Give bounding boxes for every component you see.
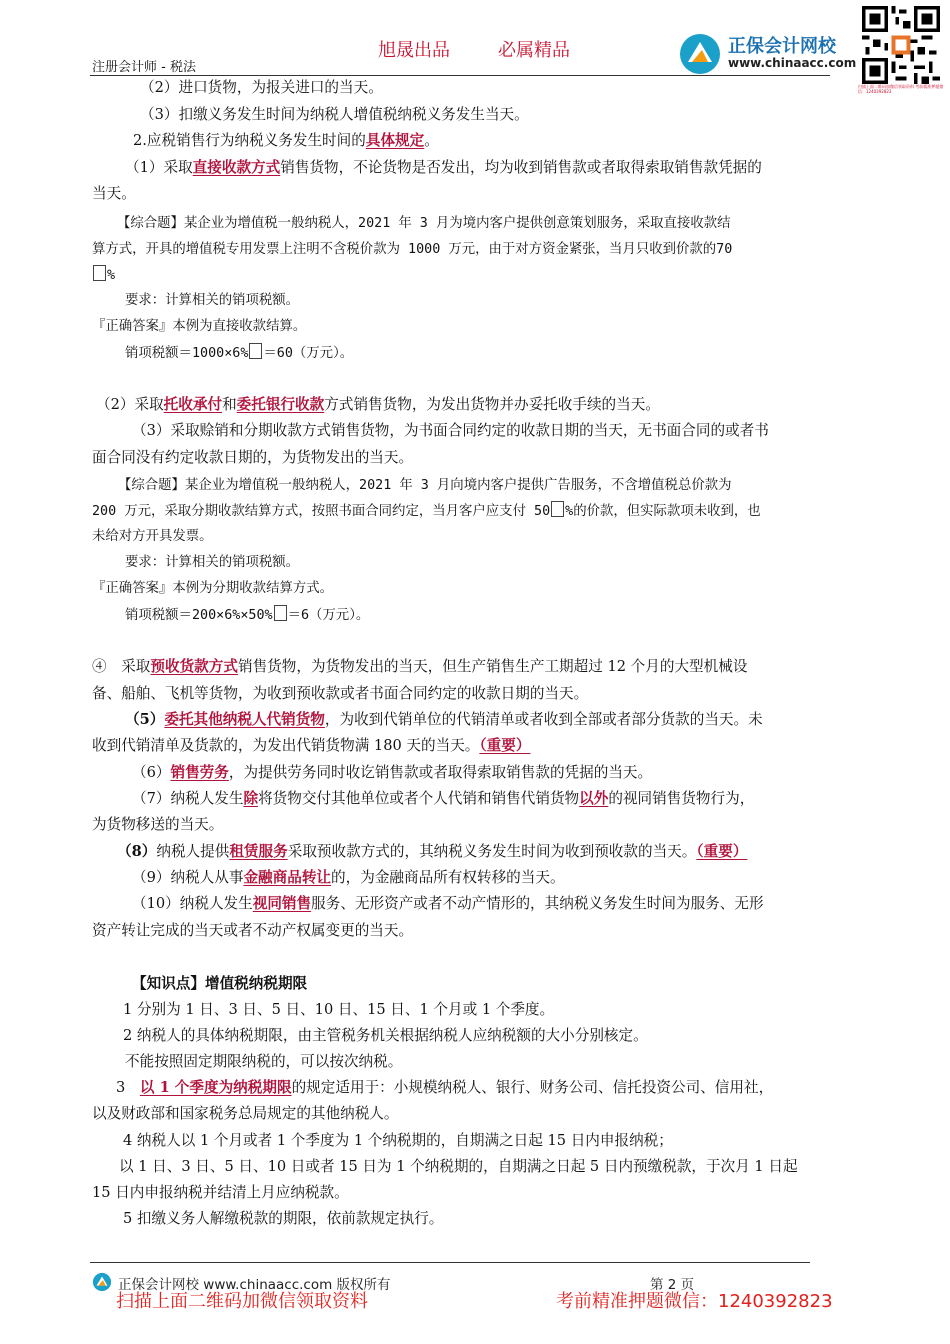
text-line [92, 657, 747, 677]
text-line [92, 527, 213, 547]
brand-logo-icon [678, 32, 722, 76]
text-line [133, 131, 439, 151]
text-run: 纳税人提供 [156, 843, 230, 860]
text-run: 的，为金融商品所有权转移的当天。 [331, 869, 565, 886]
text-run: 的规定适用于：小规模纳税人、银行、财务公司、信托投资公司、信用社， [291, 1079, 774, 1096]
text-run: （7）纳税人发生 [132, 790, 244, 807]
text-run: 未给对方开具发票。 [92, 529, 213, 544]
missing-glyph-box [274, 605, 287, 621]
text-line [123, 1000, 554, 1020]
text-run: 和 [222, 396, 237, 413]
text-run: （1）采取 [125, 159, 193, 176]
text-run: 算方式，开具的增值税专用发票上注明不含税价款为 1000 万元，由于对方资金紧张，当月只收到价款的70 [92, 242, 733, 257]
page-number: 第 2 页 [650, 1277, 695, 1293]
text-line [92, 448, 413, 468]
text-line [117, 842, 747, 862]
text-line [125, 158, 762, 178]
text-run: 不能按照固定期限纳税的，可以按次纳税。 [125, 1053, 403, 1070]
text-run: 要求：计算相关的销项税额。 [125, 555, 300, 570]
text-run: 。 [424, 132, 439, 149]
text-line [132, 763, 652, 783]
bold-text: （5） [125, 711, 165, 728]
keyword-highlight: 以 1 个季度为纳税期限 [139, 1079, 292, 1096]
text-line [92, 815, 223, 835]
keyword-highlight: 除 [243, 790, 259, 807]
text-line [132, 868, 565, 888]
promo-left: 扫描上面二维码加微信领取资料 [116, 1291, 368, 1312]
text-line [123, 1209, 443, 1229]
keyword-highlight: 委托银行收款 [236, 396, 325, 413]
keyword-highlight: 视同销售 [252, 895, 312, 912]
text-run: 方式销售货物，为发出货物并办妥托收手续的当天。 [324, 396, 660, 413]
footer-copyright: 正保会计网校 www.chinaacc.com 版权所有 [118, 1277, 391, 1293]
text-run: 当天。 [92, 185, 136, 202]
text-run: ，为收到代销单位的代销清单或者收到全部或者部分货款的当天。未 [324, 711, 763, 728]
text-run: 1 分别为 1 日、3 日、5 日、10 日、15 日、1 个月或 1 个季度。 [123, 1001, 555, 1018]
text-line [125, 1052, 402, 1072]
text-line [125, 553, 299, 573]
keyword-highlight: 租赁服务 [229, 843, 288, 860]
keyword-highlight: 托收承付 [163, 396, 223, 413]
text-line [118, 476, 732, 496]
text-run: （9）纳税人从事 [132, 869, 244, 886]
text-run: 『正确答案』本例为直接收款结算。 [92, 319, 307, 334]
text-run: %的价款，但实际款项未收到，也 [565, 504, 761, 519]
missing-glyph-box [249, 343, 262, 359]
text-run: 5 扣缴义务人解缴税款的期限，依前款规定执行。 [123, 1210, 444, 1227]
text-run: 资产转让完成的当天或者不动产权属变更的当天。 [92, 922, 414, 939]
text-run: （2）进口货物，为报关进口的当天。 [140, 79, 383, 96]
text-run: 3 [116, 1079, 140, 1096]
text-line [132, 789, 754, 809]
text-run: ＝60（万元）。 [263, 346, 354, 361]
keyword-highlight: 以外 [579, 790, 609, 807]
text-run: 15 日内申报纳税并结清上月应纳税款。 [92, 1184, 349, 1201]
keyword-highlight: （重要） [696, 843, 748, 860]
text-line [123, 1026, 648, 1046]
keyword-highlight: 预收货款方式 [150, 658, 238, 675]
text-run: 『正确答案』本例为分期收款结算方式。 [92, 581, 334, 596]
text-line [92, 501, 761, 522]
text-run: （2）采取 [96, 396, 164, 413]
keyword-highlight: （重要） [479, 737, 531, 754]
text-run: 【综合题】某企业为增值税一般纳税人，2021 年 3 月为境内客户提供创意策划服务，采取直接收款结 [117, 216, 731, 231]
qr-caption: 扫描上面二维码加微信领取资料 考前精准押题微信：1240392823 [858, 84, 944, 94]
text-run: 将货物交付其他单位或者个人代销和销售代销货物 [258, 790, 580, 807]
brand-logo [678, 32, 857, 76]
text-run: 销售货物，为货物发出的当天，但生产销售生产工期超过 12 个月的大型机械设 [237, 658, 748, 675]
text-run: 2 纳税人的具体纳税期限，由主管税务机关根据纳税人应纳税额的大小分别核定。 [123, 1027, 648, 1044]
text-line [140, 105, 529, 125]
keyword-highlight: 具体规定 [365, 132, 425, 149]
brand-logo-name: 正保会计网校 [728, 36, 836, 57]
text-run: 以及财政部和国家税务总局规定的其他纳税人。 [92, 1105, 399, 1122]
text-line [92, 1183, 349, 1203]
text-run: 【综合题】某企业为增值税一般纳税人，2021 年 3 月向境内客户提供广告服务，不含增值税总价款为 [118, 478, 732, 493]
text-run: 备、船舶、飞机等货物，为收到预收款或者书面合同约定的收款日期的当天。 [92, 685, 589, 702]
text-run: 以 1 日、3 日、5 日、10 日或者 15 日为 1 个纳税期的，自期满之日起 5 日内预缴税款，于次月 1 日起 [119, 1158, 798, 1175]
text-line [92, 579, 333, 599]
text-run: （6） [132, 764, 171, 781]
text-run: ，为提供劳务同时收讫销售款或者取得索取销售款的凭据的当天。 [228, 764, 653, 781]
brand-logo-url: www.chinaacc.com [728, 56, 857, 70]
bold-text: （8） [117, 843, 157, 860]
text-line [116, 1078, 773, 1098]
text-line [125, 605, 369, 626]
text-run: 销项税额＝200×6%×50% [125, 608, 273, 623]
text-line [92, 240, 732, 260]
text-line [92, 265, 115, 286]
text-run: （10）纳税人发生 [132, 895, 253, 912]
text-line [92, 1104, 398, 1124]
text-line [125, 710, 763, 730]
text-line [92, 317, 306, 337]
text-run: ④ 采取 [92, 658, 151, 675]
text-run: ＝6（万元）。 [287, 608, 370, 623]
text-run: 服务、无形资产或者不动产情形的，其纳税义务发生时间为服务、无形 [311, 895, 764, 912]
keyword-highlight: 直接收款方式 [192, 159, 281, 176]
text-line [117, 214, 731, 234]
header-slogan-left: 旭晟出品 [378, 40, 450, 61]
text-run: （3）扣缴义务发生时间为纳税人增值税纳税义务发生当天。 [140, 106, 529, 123]
text-run: 销项税额＝1000×6% [125, 346, 249, 361]
text-line [92, 184, 136, 204]
missing-glyph-box [93, 265, 106, 281]
keyword-highlight: 金融商品转让 [243, 869, 332, 886]
text-run: 4 纳税人以 1 个月或者 1 个季度为 1 个纳税期的，自期满之日起 15 日内申报纳税； [123, 1132, 673, 1149]
keyword-highlight: 委托其他纳税人代销货物 [164, 711, 325, 728]
bold-text: 【知识点】增值税纳税期限 [132, 975, 308, 992]
subject-title: 注册会计师 - 税法 [92, 60, 196, 75]
keyword-highlight: 销售劳务 [170, 764, 229, 781]
text-line [140, 78, 383, 98]
text-run: 销售货物，不论货物是否发出，均为收到销售款或者取得索取销售款凭据的 [280, 159, 762, 176]
text-run: % [107, 268, 116, 283]
text-line [92, 736, 530, 756]
footer-divider [90, 1262, 810, 1263]
text-run: 采取预收款方式的，其纳税义务发生时间为收到预收款的当天。 [287, 843, 697, 860]
text-line [132, 421, 769, 441]
footer-logo-icon [92, 1272, 112, 1292]
text-line [92, 921, 413, 941]
text-line [125, 291, 299, 311]
text-run: 200 万元，采取分期收款结算方式，按照书面合同约定，当月客户应支付 50 [92, 504, 551, 519]
text-run: 要求：计算相关的销项税额。 [125, 293, 300, 308]
promo-right: 考前精准押题微信：1240392823 [556, 1291, 833, 1312]
text-line [132, 894, 764, 914]
text-run: 的视同销售货物行为， [608, 790, 755, 807]
text-run: 2.应税销售行为纳税义务发生时间的 [133, 132, 366, 149]
qr-code [862, 6, 940, 84]
text-run: 收到代销清单及货款的，为发出代销货物满 180 天的当天。 [92, 737, 480, 754]
text-run: （3）采取赊销和分期收款方式销售货物，为书面合同约定的收款日期的当天，无书面合同的或者书 [132, 422, 769, 439]
text-line [125, 343, 353, 364]
text-run: 为货物移送的当天。 [92, 816, 224, 833]
text-line [92, 684, 588, 704]
section-heading [132, 974, 307, 994]
text-run: 面合同没有约定收款日期的，为货物发出的当天。 [92, 449, 414, 466]
text-line [123, 1131, 673, 1151]
header-slogan-right: 必属精品 [498, 40, 570, 61]
text-line [96, 395, 660, 415]
missing-glyph-box [551, 501, 564, 517]
text-line [119, 1157, 798, 1177]
